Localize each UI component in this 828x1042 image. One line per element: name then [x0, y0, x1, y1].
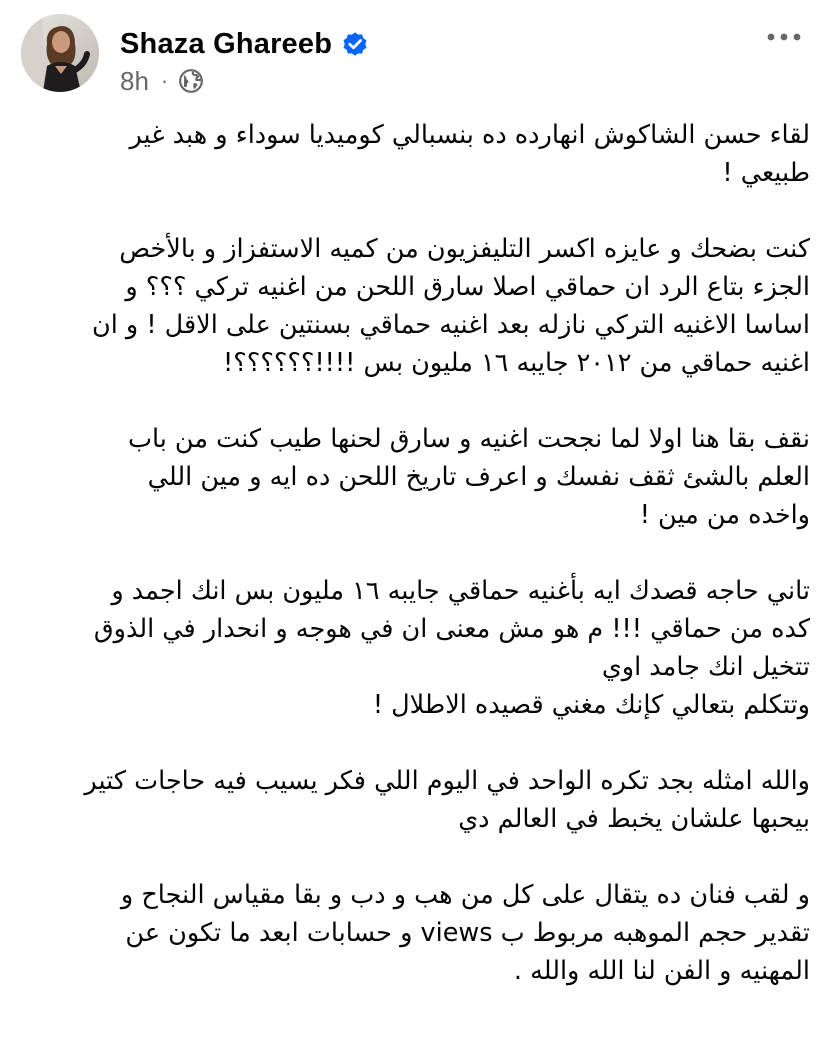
- paragraph: [44, 876, 810, 990]
- paragraph: [44, 572, 810, 724]
- more-options-button[interactable]: [762, 22, 806, 52]
- text-line: اغنيه حماقي من ٢٠١٢ جايبه ١٦ مليون بس !!!!؟؟؟؟؟؟!: [223, 348, 810, 378]
- text-line: تاني حاجه قصدك ايه بأغنيه حماقي جايبه ١٦ مليون بس انك اجمد و: [111, 576, 810, 606]
- avatar[interactable]: [21, 14, 99, 92]
- verified-badge-icon: [340, 29, 370, 59]
- paragraph: [44, 420, 810, 534]
- globe-icon[interactable]: [178, 68, 204, 94]
- text-line: و لقب فنان ده يتقال على كل من هب و دب و بقا مقياس النجاح و: [120, 880, 810, 910]
- paragraph: [44, 116, 810, 192]
- text-line: والله امثله بجد تكره الواحد في اليوم اللي فكر يسيب فيه حاجات كتير: [84, 766, 810, 796]
- text-line: اساسا الاغنيه التركي نازله بعد اغنيه حماقي بسنتين على الاقل ! و ان: [92, 310, 810, 340]
- author-name[interactable]: Shaza Ghareeb: [120, 27, 333, 60]
- avatar-photo: [21, 14, 99, 92]
- post-timestamp[interactable]: 8h: [120, 65, 149, 96]
- post-text: [44, 116, 810, 1028]
- more-horizontal-icon: [766, 32, 802, 42]
- text-line: كنت بضحك و عايزه اكسر التليفزيون من كميه الاستفزاز و بالأخص: [119, 234, 810, 264]
- paragraph: [44, 230, 810, 382]
- text-line: تقدير حجم الموهبه مربوط ب views و حسابات ابعد ما تكون عن: [125, 918, 810, 948]
- text-line: لقاء حسن الشاكوش انهارده ده بنسبالي كوميديا سوداء و هبد غير: [129, 120, 810, 150]
- text-line: المهنيه و الفن لنا الله والله .: [513, 956, 810, 986]
- text-line: الجزء بتاع الرد ان حماقي اصلا سارق اللحن من اغنيه تركي ؟؟؟ و: [125, 272, 810, 302]
- text-line: وتتكلم بتعالي كإنك مغني قصيده الاطلال !: [372, 690, 810, 720]
- text-line: العلم بالشئ ثقف نفسك و اعرف تاريخ اللحن ده ايه و مين اللي: [147, 462, 810, 492]
- post-meta: [120, 64, 204, 98]
- text-line: تتخيل انك جامد اوي: [601, 652, 810, 682]
- text-line: بيحبها علشان يخبط في العالم دي: [458, 804, 810, 834]
- meta-separator: ·: [160, 68, 169, 93]
- text-line: كده من حماقي !!! م هو مش معنى ان في هوجه و انحدار في الذوق: [93, 614, 810, 644]
- text-line: واخده من مين !: [639, 500, 810, 530]
- text-line: نقف بقا هنا اولا لما نجحت اغنيه و سارق لحنها طيب كنت من باب: [127, 424, 810, 454]
- text-line: طبيعي !: [722, 158, 810, 188]
- author-row: [120, 24, 370, 64]
- post-header: [0, 0, 828, 110]
- paragraph: [44, 762, 810, 838]
